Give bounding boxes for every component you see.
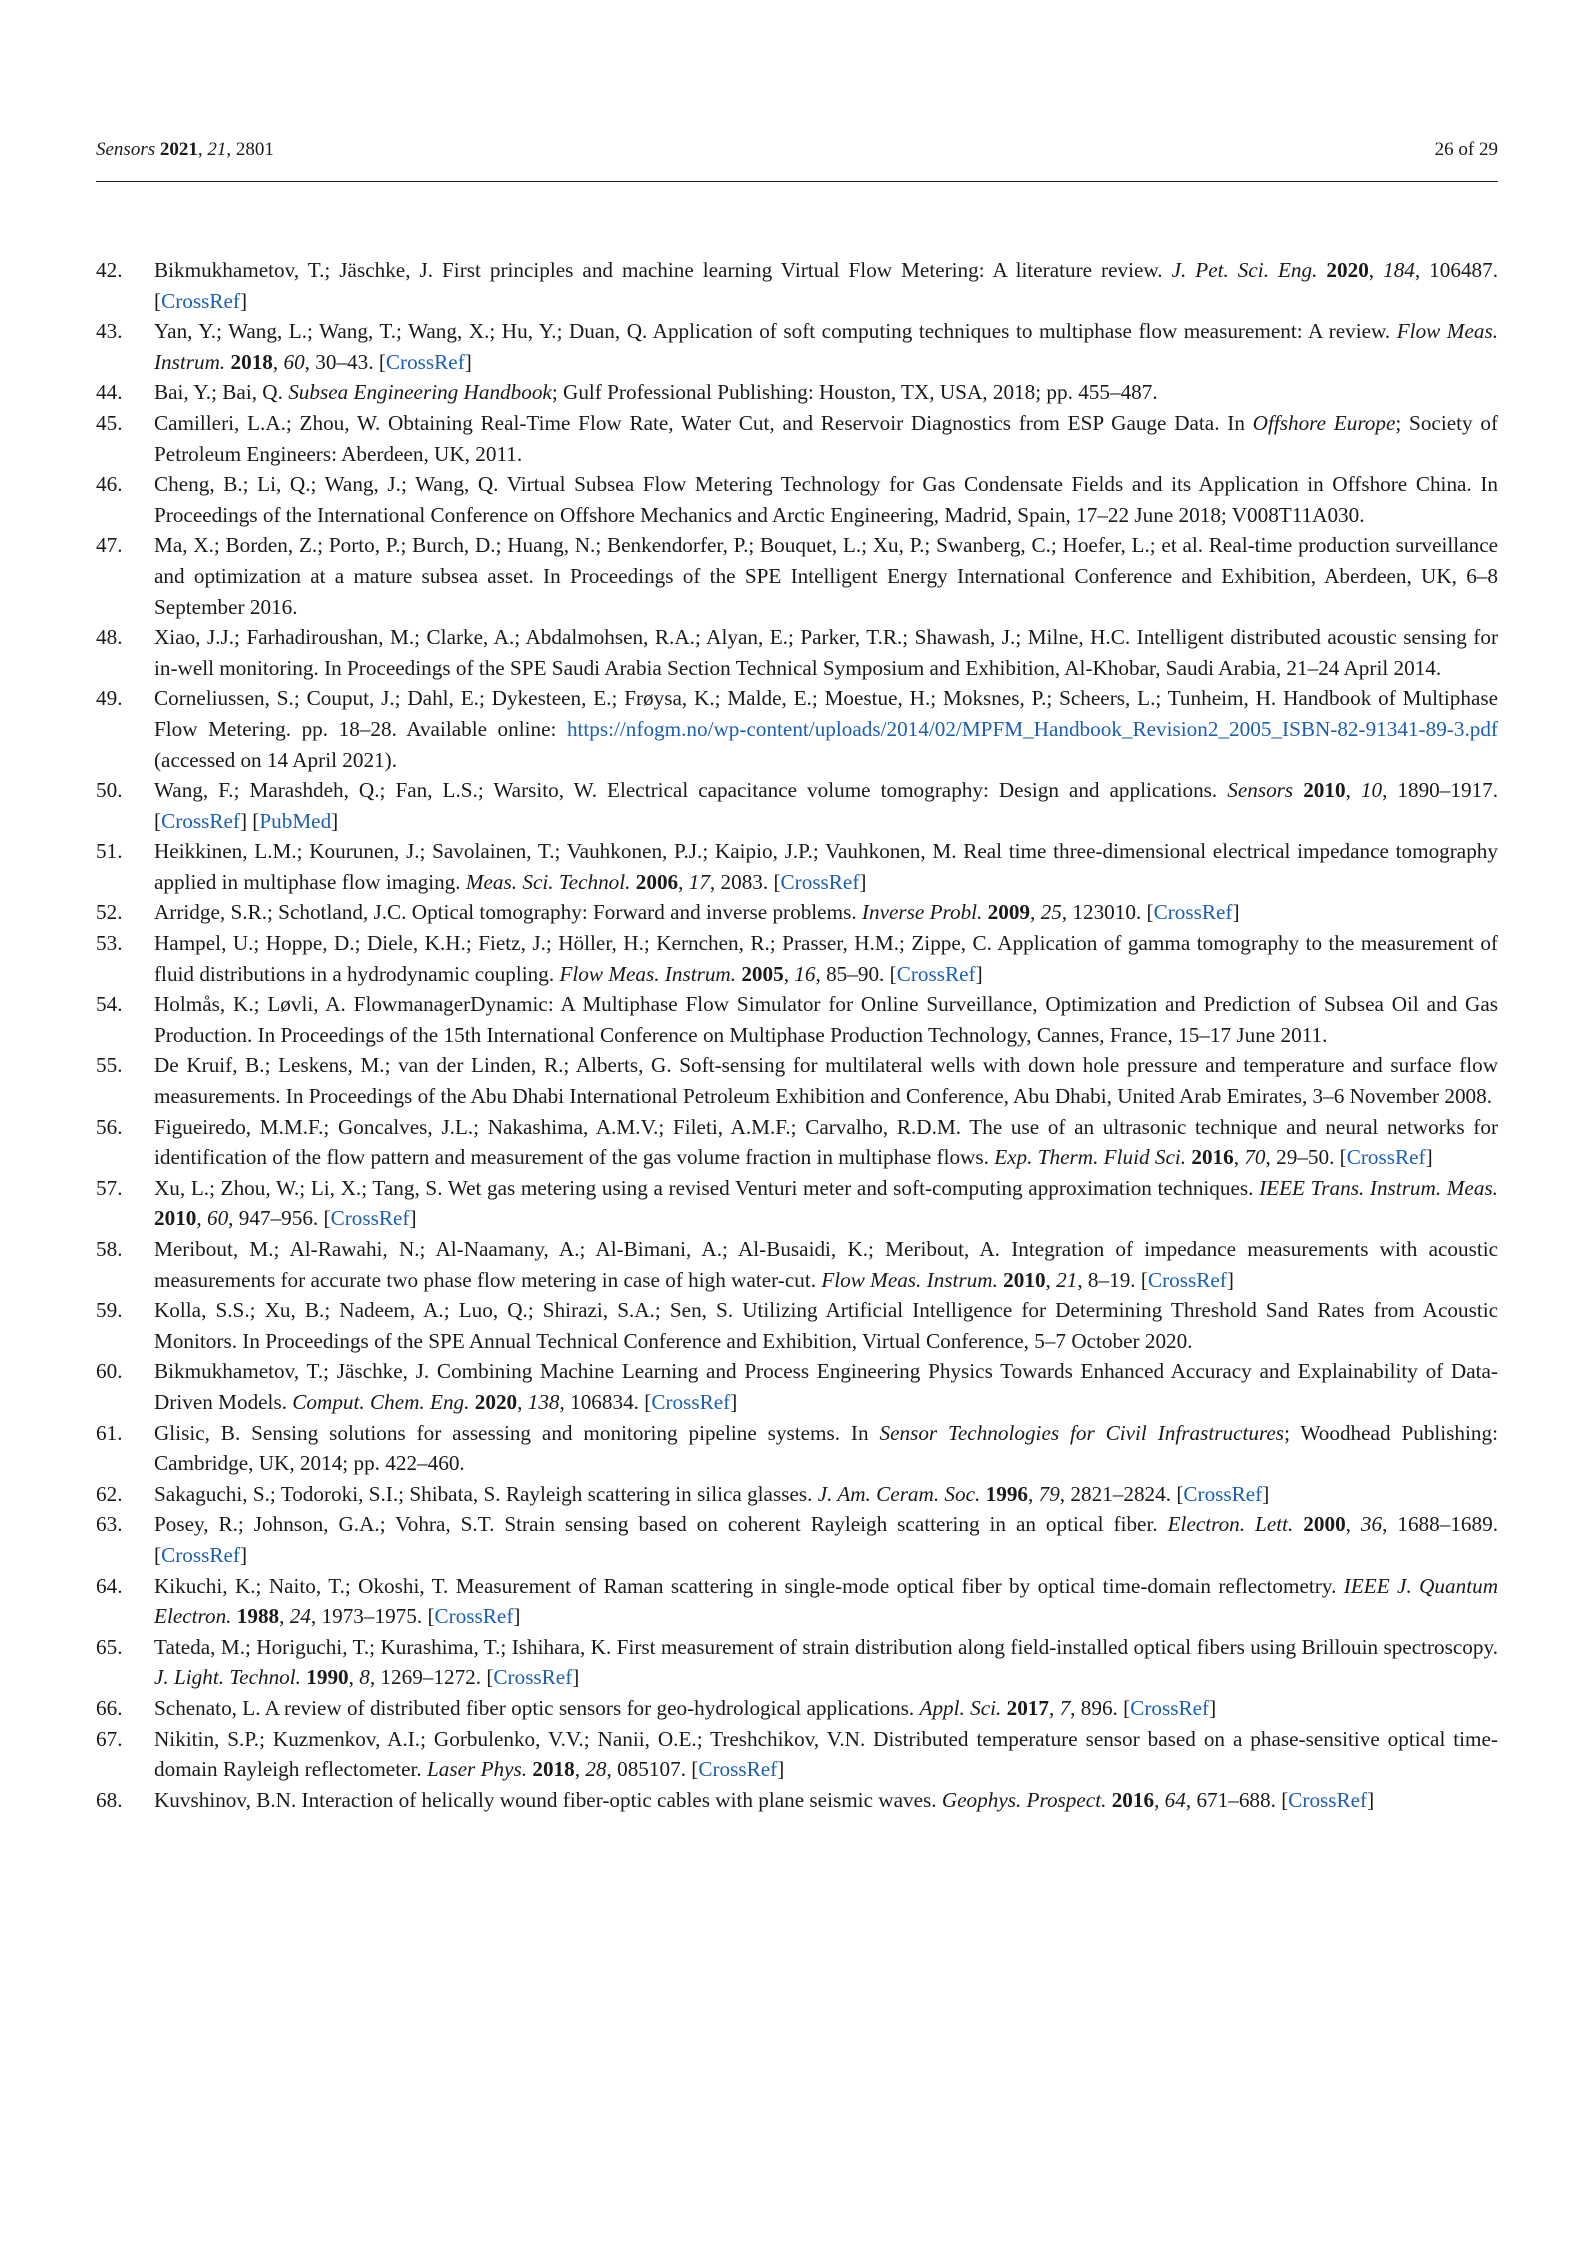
reference-segment: , 123010. [ xyxy=(1061,900,1154,925)
reference-number: 49. xyxy=(96,686,123,711)
reference-segment: , xyxy=(1345,1512,1361,1537)
reference-segment xyxy=(1293,778,1303,802)
reference-item xyxy=(96,1050,1498,1111)
reference-segment: Kuvshinov, B.N. Interaction of helically wound fiber-optic cables with plane seismic waves. xyxy=(154,1787,942,1812)
reference-segment: , 2821–2824. [ xyxy=(1059,1481,1184,1506)
reference-item xyxy=(96,1356,1498,1417)
reference-number: 63. xyxy=(96,1512,123,1537)
reference-segment: , 85–90. [ xyxy=(815,961,897,986)
reference-number: 46. xyxy=(96,472,123,497)
reference-text xyxy=(154,319,1498,374)
reference-text xyxy=(154,1053,1498,1108)
journal-year: 2021 xyxy=(159,139,198,160)
reference-italic: Comput. Chem. Eng. xyxy=(292,1389,470,1414)
url-link[interactable]: https://nfogm.no/wp-content/uploads/2014/02/MPFM_Handbook_Revision2_2005_ISBN-82-91341-89-3.pdf xyxy=(566,716,1498,741)
reference-segment: De Kruif, B.; Leskens, M.; van der Linden, R.; Alberts, G. Soft-sensing for multilateral wells with down hole pressure and temperature and surface flow measurements. In Proceedings of the Abu Dhabi International Petroleum Exhibition and Conference, Abu Dhabi, United Arab Emirates, 3–6 November 2008. xyxy=(154,1053,1498,1109)
crossref-link[interactable]: CrossRef xyxy=(161,288,240,313)
reference-segment: , 1890–1917. [ xyxy=(154,778,1499,833)
reference-italic: IEEE Trans. Instrum. Meas. xyxy=(1259,1175,1498,1200)
reference-number: 48. xyxy=(96,625,123,650)
reference-text xyxy=(154,839,1498,894)
reference-segment: , xyxy=(1028,1481,1039,1506)
reference-segment: , 29–50. [ xyxy=(1265,1145,1347,1170)
page-header xyxy=(96,137,1498,182)
reference-text xyxy=(154,1696,1216,1720)
reference-italic: J. Pet. Sci. Eng. xyxy=(1171,258,1318,282)
reference-item xyxy=(96,775,1498,836)
reference-segment: Bikmukhametov, T.; Jäschke, J. First principles and machine learning Virtual Flow Metering: A literature review. xyxy=(154,258,1172,282)
reference-italic: 16 xyxy=(794,961,816,986)
reference-segment: Tateda, M.; Horiguchi, T.; Kurashima, T.; Ishihara, K. First measurement of strain distribution along field-installed optical fibers using Brillouin spectroscopy. xyxy=(154,1634,1498,1659)
reference-item xyxy=(96,1724,1498,1785)
reference-italic: 60 xyxy=(283,349,305,374)
reference-item xyxy=(96,1418,1498,1479)
reference-item xyxy=(96,897,1498,928)
reference-italic: 79 xyxy=(1038,1481,1060,1506)
reference-number: 67. xyxy=(96,1726,123,1751)
reference-item xyxy=(96,1693,1498,1724)
crossref-link[interactable]: CrossRef xyxy=(1147,1267,1227,1292)
reference-item xyxy=(96,469,1498,530)
journal-volume: 21 xyxy=(207,139,227,160)
reference-year: 2020 xyxy=(1326,258,1369,282)
reference-text xyxy=(154,686,1498,771)
reference-segment: , xyxy=(1048,1695,1060,1720)
reference-year: 2016 xyxy=(1111,1787,1155,1812)
crossref-link[interactable]: CrossRef xyxy=(385,349,465,374)
reference-segment: ] xyxy=(513,1604,521,1629)
reference-item xyxy=(96,1234,1498,1295)
reference-segment: Heikkinen, L.M.; Kourunen, J.; Savolainen, T.; Vauhkonen, P.J.; Kaipio, J.P.; Vauhkonen, M. Real time three-dimensional electrical impedance tomography applied in multiphase flow imaging. xyxy=(154,839,1498,894)
reference-italic: 184 xyxy=(1383,258,1415,282)
crossref-link[interactable]: CrossRef xyxy=(493,1665,573,1690)
crossref-link[interactable]: CrossRef xyxy=(161,1542,240,1567)
page-number: 26 of 29 xyxy=(1434,139,1498,160)
reference-item xyxy=(96,1509,1498,1570)
reference-number: 51. xyxy=(96,839,123,864)
reference-year: 2018 xyxy=(230,349,273,374)
reference-item xyxy=(96,377,1498,408)
reference-segment: ] xyxy=(239,288,247,313)
reference-italic: Meas. Sci. Technol. xyxy=(465,869,631,894)
reference-italic: 10 xyxy=(1360,778,1383,803)
reference-year: 2010 xyxy=(154,1206,197,1231)
reference-text xyxy=(154,258,1498,313)
reference-text xyxy=(154,625,1498,680)
reference-year: 2009 xyxy=(987,900,1031,925)
reference-segment: ] xyxy=(572,1665,580,1690)
reference-text xyxy=(154,992,1498,1047)
pubmed-link[interactable]: PubMed xyxy=(259,808,332,833)
reference-text xyxy=(154,1115,1498,1170)
reference-segment: (accessed on 14 April 2021). xyxy=(154,747,398,772)
reference-segment: , xyxy=(1368,258,1384,282)
reference-year: 2016 xyxy=(1191,1145,1234,1170)
reference-segment: , 8–19. [ xyxy=(1077,1267,1148,1292)
reference-item xyxy=(96,1173,1498,1234)
reference-item xyxy=(96,1785,1498,1816)
reference-segment: , 1688–1689. [ xyxy=(154,1512,1499,1567)
reference-number: 65. xyxy=(96,1634,123,1659)
reference-segment: ; Woodhead Publishing: Cambridge, UK, 2014; pp. 422–460. xyxy=(154,1420,1498,1476)
reference-number: 59. xyxy=(96,1298,123,1323)
crossref-link[interactable]: CrossRef xyxy=(161,808,240,833)
reference-segment: Kikuchi, K.; Naito, T.; Okoshi, T. Measurement of Raman scattering in single-mode optical fiber by optical time-domain reflectometry. xyxy=(154,1573,1344,1598)
reference-text xyxy=(154,1237,1498,1292)
reference-number: 53. xyxy=(96,931,123,956)
reference-segment: , 947–956. [ xyxy=(228,1206,331,1231)
reference-segment: ] xyxy=(409,1206,417,1231)
reference-year: 2018 xyxy=(532,1757,575,1782)
reference-segment: Figueiredo, M.M.F.; Goncalves, J.L.; Nakashima, A.M.V.; Fileti, A.M.F.; Carvalho, R.D.M. The use of an ultrasonic technique and neural networks for identification of the flow pattern and measurement of the gas volume fraction in multiphase flows. xyxy=(154,1114,1498,1170)
reference-segment: Arridge, S.R.; Schotland, J.C. Optical tomography: Forward and inverse problems. xyxy=(154,900,862,925)
reference-segment: ] xyxy=(1232,900,1240,925)
reference-segment: , 671–688. [ xyxy=(1185,1787,1289,1812)
reference-item xyxy=(96,408,1498,469)
reference-number: 54. xyxy=(96,992,123,1017)
crossref-link[interactable]: CrossRef xyxy=(1346,1145,1426,1170)
reference-year: 2006 xyxy=(635,869,679,894)
reference-italic: J. Light. Technol. xyxy=(154,1665,301,1690)
reference-year: 2020 xyxy=(474,1389,518,1414)
reference-segment: Camilleri, L.A.; Zhou, W. Obtaining Real-Time Flow Rate, Water Cut, and Reservoir Diagnostics from ESP Gauge Data. In xyxy=(154,410,1253,435)
reference-segment: Schenato, L. A review of distributed fiber optic sensors for geo-hydrological applications. xyxy=(154,1695,920,1720)
reference-item xyxy=(96,1632,1498,1693)
reference-segment: , xyxy=(1045,1267,1057,1292)
reference-segment: ] xyxy=(1226,1267,1234,1292)
reference-segment: Yan, Y.; Wang, L.; Wang, T.; Wang, X.; Hu, Y.; Duan, Q. Application of soft computing techniques to multiphase flow measurement: A review. xyxy=(154,319,1397,344)
reference-segment: , 106487. [ xyxy=(154,258,1499,313)
reference-italic: 25 xyxy=(1040,900,1062,925)
reference-italic: Exp. Therm. Fluid Sci. xyxy=(994,1145,1187,1170)
reference-segment: ] xyxy=(464,349,472,374)
reference-segment: Xu, L.; Zhou, W.; Li, X.; Tang, S. Wet gas metering using a revised Venturi meter and soft-computing approximation techniques. xyxy=(154,1175,1260,1200)
reference-segment: Wang, F.; Marashdeh, Q.; Fan, L.S.; Warsito, W. Electrical capacitance volume tomography: Design and applications. xyxy=(154,778,1228,803)
reference-segment: Corneliussen, S.; Couput, J.; Dahl, E.; Dykesteen, E.; Frøysa, K.; Malde, E.; Moestue, H.; Moksnes, P.; Scheers, L.; Tunheim, H. Handbook of Multiphase Flow Metering. pp. 18–28. Available online: xyxy=(154,686,1498,741)
reference-italic: 64 xyxy=(1164,1787,1186,1812)
reference-italic: 8 xyxy=(359,1665,370,1690)
crossref-link[interactable]: CrossRef xyxy=(698,1757,778,1782)
reference-text xyxy=(154,472,1498,527)
reference-italic: 21 xyxy=(1056,1267,1078,1292)
reference-item xyxy=(96,1479,1498,1510)
reference-segment: Posey, R.; Johnson, G.A.; Vohra, S.T. Strain sensing based on coherent Rayleigh scattering in an optical fiber. xyxy=(154,1512,1168,1537)
reference-item xyxy=(96,928,1498,989)
reference-segment: , 896. [ xyxy=(1070,1695,1131,1720)
crossref-link[interactable]: CrossRef xyxy=(1153,900,1233,925)
reference-italic: Geophys. Prospect. xyxy=(941,1787,1107,1812)
reference-segment: , 1269–1272. [ xyxy=(369,1665,494,1690)
reference-segment: , 106834. [ xyxy=(559,1389,652,1414)
reference-segment: Meribout, M.; Al-Rawahi, N.; Al-Naamany, A.; Al-Bimani, A.; Al-Busaidi, K.; Meribout, A. Integration of impedance measurements with acoustic measurements for accurate two phase flow metering in case of high water-cut. xyxy=(154,1237,1498,1292)
reference-item xyxy=(96,1295,1498,1356)
crossref-link[interactable]: CrossRef xyxy=(651,1389,731,1414)
reference-italic: 60 xyxy=(206,1206,229,1231)
reference-year: 1990 xyxy=(306,1665,349,1690)
reference-segment: Ma, X.; Borden, Z.; Porto, P.; Burch, D.; Huang, N.; Benkendorfer, P.; Bouquet, L.; Xu, P.; Swanberg, C.; Hoefer, L.; et al. Real-time production surveillance and optimization at a mature subsea asset. In Proceedings of the SPE Intelligent Energy International Conference and Exhibition, Aberdeen, UK, 6–8 September 2016. xyxy=(154,533,1498,619)
reference-number: 60. xyxy=(96,1359,123,1384)
reference-number: 61. xyxy=(96,1420,123,1445)
reference-segment: ] xyxy=(1209,1695,1217,1720)
reference-segment: , xyxy=(574,1757,586,1782)
reference-segment: , xyxy=(1154,1787,1165,1812)
reference-text xyxy=(154,1727,1498,1782)
reference-number: 66. xyxy=(96,1695,123,1720)
reference-italic: 36 xyxy=(1360,1512,1383,1537)
crossref-link[interactable]: CrossRef xyxy=(434,1604,514,1629)
crossref-link[interactable]: CrossRef xyxy=(1183,1481,1263,1506)
reference-text xyxy=(154,1176,1498,1231)
reference-year: 2005 xyxy=(741,961,784,986)
reference-segment: Hampel, U.; Hoppe, D.; Diele, K.H.; Fietz, J.; Höller, H.; Kernchen, R.; Prasser, H.M.; Zippe, C. Application of gamma tomography to the measurement of fluid distributions in a hydrodynamic coupling. xyxy=(154,931,1498,986)
reference-number: 50. xyxy=(96,778,123,803)
reference-segment: , 2083. [ xyxy=(709,869,781,894)
reference-segment: Sakaguchi, S.; Todoroki, S.I.; Shibata, S. Rayleigh scattering in silica glasses. xyxy=(154,1481,818,1506)
reference-segment: , xyxy=(196,1206,207,1231)
reference-segment: ] xyxy=(1367,1787,1375,1812)
reference-item xyxy=(96,622,1498,683)
reference-list xyxy=(96,255,1498,1815)
crossref-link[interactable]: CrossRef xyxy=(896,961,976,986)
reference-segment: Bai, Y.; Bai, Q. xyxy=(154,380,289,405)
journal-name: Sensors xyxy=(96,139,156,160)
reference-italic: 70 xyxy=(1244,1145,1266,1170)
reference-number: 55. xyxy=(96,1053,123,1078)
reference-year: 1988 xyxy=(236,1604,280,1629)
reference-number: 68. xyxy=(96,1787,123,1812)
reference-italic: Sensor Technologies for Civil Infrastructures xyxy=(879,1420,1285,1445)
reference-item xyxy=(96,255,1498,316)
reference-text xyxy=(154,1788,1374,1812)
reference-italic: Flow Meas. Instrum. xyxy=(821,1267,998,1292)
reference-segment: ] xyxy=(975,961,983,986)
reference-segment: ] xyxy=(859,869,867,894)
reference-number: 43. xyxy=(96,319,123,344)
reference-text xyxy=(154,931,1498,986)
reference-number: 42. xyxy=(96,258,123,282)
reference-number: 45. xyxy=(96,410,123,435)
reference-segment: ] xyxy=(331,808,339,833)
reference-year: 2000 xyxy=(1303,1512,1346,1537)
reference-number: 44. xyxy=(96,380,123,405)
reference-italic: IEEE J. Quantum Electron. xyxy=(154,1573,1498,1629)
reference-year: 2010 xyxy=(1303,778,1346,803)
crossref-link[interactable]: CrossRef xyxy=(1130,1695,1210,1720)
reference-italic: Subsea Engineering Handbook xyxy=(288,380,552,405)
reference-segment: , xyxy=(279,1604,290,1629)
reference-segment xyxy=(1293,1512,1303,1536)
reference-segment: , xyxy=(1233,1145,1245,1170)
reference-number: 57. xyxy=(96,1175,123,1200)
reference-number: 47. xyxy=(96,533,123,558)
reference-italic: J. Am. Ceram. Soc. xyxy=(817,1481,981,1506)
reference-item xyxy=(96,989,1498,1050)
reference-italic: 24 xyxy=(289,1604,311,1629)
reference-segment: ] xyxy=(730,1389,738,1414)
reference-italic: 7 xyxy=(1059,1695,1071,1720)
reference-segment: ; Society of Petroleum Engineers: Aberdeen, UK, 2011. xyxy=(154,410,1498,466)
reference-segment: Bikmukhametov, T.; Jäschke, J. Combining Machine Learning and Process Engineering Physics Towards Enhanced Accuracy and Explainability of Data-Driven Models. xyxy=(154,1359,1498,1414)
reference-year: 2017 xyxy=(1006,1695,1049,1720)
reference-year: 2010 xyxy=(1003,1267,1046,1292)
reference-segment: , xyxy=(348,1665,360,1690)
reference-segment: ] xyxy=(239,1542,247,1567)
reference-italic: Flow Meas. Instrum. xyxy=(154,319,1498,374)
reference-text xyxy=(154,1482,1269,1506)
reference-segment: , xyxy=(517,1389,528,1414)
reference-segment: , 30–43. [ xyxy=(304,349,386,374)
reference-year: 1996 xyxy=(985,1481,1028,1506)
reference-item xyxy=(96,683,1498,775)
reference-segment: Xiao, J.J.; Farhadiroushan, M.; Clarke, A.; Abdalmohsen, R.A.; Alyan, E.; Parker, T.R.; Shawash, J.; Milne, H.C. Intelligent distributed acoustic sensing for in-well monitoring. In Proceedings of the SPE Saudi Arabia Section Technical Symposium and Exhibition, Al-Khobar, Saudi Arabia, 21–24 April 2014. xyxy=(154,625,1498,680)
reference-text xyxy=(154,1359,1498,1414)
reference-number: 58. xyxy=(96,1237,123,1261)
reference-segment: Glisic, B. Sensing solutions for assessing and monitoring pipeline systems. In xyxy=(154,1420,880,1445)
reference-italic: Flow Meas. Instrum. xyxy=(559,961,737,986)
reference-italic: 28 xyxy=(585,1757,607,1782)
reference-text xyxy=(154,1298,1498,1353)
reference-text xyxy=(154,1421,1498,1476)
crossref-link[interactable]: CrossRef xyxy=(330,1206,410,1231)
reference-italic: Electron. Lett. xyxy=(1167,1512,1294,1537)
reference-segment: ; Gulf Professional Publishing: Houston, TX, USA, 2018; pp. 455–487. xyxy=(551,380,1158,405)
reference-text xyxy=(154,1512,1498,1567)
reference-italic: Offshore Europe xyxy=(1252,410,1396,435)
reference-italic: 138 xyxy=(527,1389,560,1414)
crossref-link[interactable]: CrossRef xyxy=(1288,1787,1368,1812)
reference-text xyxy=(154,1635,1498,1690)
reference-item xyxy=(96,836,1498,897)
reference-number: 52. xyxy=(96,900,123,925)
article-number: 2801 xyxy=(235,139,274,160)
reference-segment: , xyxy=(678,869,689,894)
reference-italic: Laser Phys. xyxy=(427,1757,528,1782)
reference-text xyxy=(154,1574,1498,1629)
reference-segment: ] xyxy=(1262,1481,1270,1506)
reference-segment: , 085107. [ xyxy=(606,1757,699,1782)
reference-text xyxy=(154,533,1498,618)
reference-number: 62. xyxy=(96,1481,123,1506)
reference-segment: Cheng, B.; Li, Q.; Wang, J.; Wang, Q. Virtual Subsea Flow Metering Technology for Gas Condensate Fields and its Application in Offshore China. In Proceedings of the International Conference on Offshore Mechanics and Arctic Engineering, Madrid, Spain, 17–22 June 2018; V008T11A030. xyxy=(154,472,1498,527)
reference-segment: , xyxy=(272,349,284,374)
reference-italic: 17 xyxy=(688,869,710,894)
reference-segment: ] [ xyxy=(239,808,260,833)
reference-item xyxy=(96,1571,1498,1632)
journal-citation: Sensors 2021, 21, 2801 xyxy=(96,139,274,160)
reference-segment: ] xyxy=(777,1757,785,1782)
reference-item xyxy=(96,530,1498,622)
reference-italic: Inverse Probl. xyxy=(861,900,983,925)
reference-segment: Nikitin, S.P.; Kuzmenkov, A.I.; Gorbulenko, V.V.; Nanii, O.E.; Treshchikov, V.N. Distributed temperature sensor based on a phase-sensitive optical time-domain Rayleigh reflectometer. xyxy=(154,1726,1498,1782)
crossref-link[interactable]: CrossRef xyxy=(780,869,860,894)
reference-number: 64. xyxy=(96,1573,123,1598)
reference-segment: ] xyxy=(1425,1145,1433,1170)
reference-text xyxy=(154,380,1158,404)
reference-text xyxy=(154,900,1240,924)
reference-text xyxy=(154,778,1498,833)
reference-italic: Appl. Sci. xyxy=(919,1695,1002,1720)
reference-text xyxy=(154,411,1498,466)
reference-segment: Kolla, S.S.; Xu, B.; Nadeem, A.; Luo, Q.; Shirazi, S.A.; Sen, S. Utilizing Artificial Intelligence for Determining Threshold Sand Rates from Acoustic Monitors. In Proceedings of the SPE Annual Technical Conference and Exhibition, Virtual Conference, 5–7 October 2020. xyxy=(154,1298,1498,1353)
reference-segment: , xyxy=(1030,900,1041,925)
reference-segment: , 1973–1975. [ xyxy=(310,1604,435,1629)
reference-italic: Sensors xyxy=(1227,778,1294,803)
reference-item xyxy=(96,1112,1498,1173)
reference-segment: Holmås, K.; Løvli, A. FlowmanagerDynamic: A Multiphase Flow Simulator for Online Surveillance, Optimization and Prediction of Subsea Oil and Gas Production. In Proceedings of the 15th International Conference on Multiphase Production Technology, Cannes, France, 15–17 June 2011. xyxy=(154,992,1498,1047)
reference-item xyxy=(96,316,1498,377)
reference-number: 56. xyxy=(96,1114,123,1139)
reference-segment: , xyxy=(1345,778,1361,803)
reference-segment: , xyxy=(783,961,795,986)
